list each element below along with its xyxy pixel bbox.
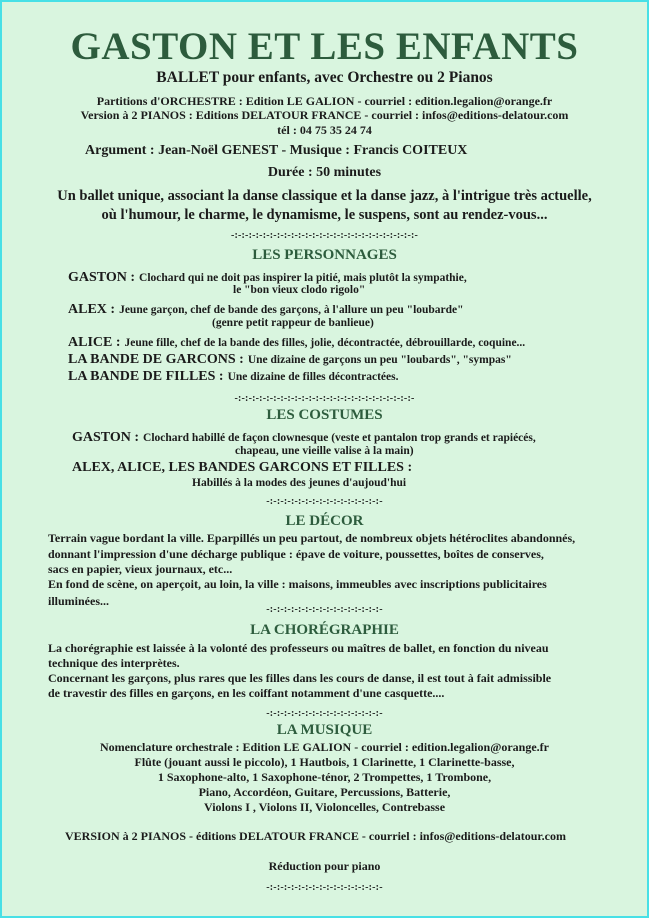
personnage-desc: Clochard qui ne doit pas inspirer la pitié, mais plutôt la sympathie,: [139, 272, 467, 284]
personnage-name: LA BANDE DE FILLES :: [68, 369, 224, 384]
page-title: GASTON ET LES ENFANTS: [70, 25, 579, 68]
decor-line: Terrain vague bordant la ville. Eparpillés un peu partout, de nombreux objets hétéroclites abandonnés,: [48, 531, 576, 545]
choregraphie-line: technique des interprètes.: [48, 656, 180, 670]
separator: -:-:-:-:-:-:-:-:-:-:-:-:-:-:-:-:-:-:-:-:-:-:-:-:-:-: [234, 393, 415, 404]
personnage-desc: le "bon vieux clodo rigolo": [233, 284, 366, 296]
personnage-garcons: [68, 350, 512, 368]
personnage-desc: Une dizaine de garçons un peu "loubards", "sympas": [247, 354, 512, 366]
choregraphie-line: La chorégraphie est laissée à la volonté des professeurs ou maîtres de ballet, en fonction du niveau: [48, 641, 549, 655]
intro-line-1: Un ballet unique, associant la danse classique et la danse jazz, à l'intrigue très actuelle,: [57, 188, 592, 204]
choregraphie-line: Concernant les garçons, plus rares que les filles dans les cours de danse, il est tout à fait admissible: [48, 671, 552, 685]
costume-name: GASTON :: [72, 430, 140, 445]
personnage-desc: Jeune garçon, chef de bande des garçons, à l'allure un peu "loubarde": [119, 304, 464, 316]
costume-desc: chapeau, une vieille valise à la main): [235, 445, 414, 457]
musique-line: Violons I , Violons II, Violoncelles, Contrebasse: [203, 800, 446, 814]
personnage-desc: Jeune fille, chef de la bande des filles, jolie, décontractée, débrouillarde, coquine...: [124, 337, 526, 349]
costume-gaston: [72, 428, 536, 446]
decor-line: sacs en papier, vieux journaux, etc...: [48, 562, 233, 576]
personnage-name: ALICE :: [68, 335, 121, 350]
separator: -:-:-:-:-:-:-:-:-:-:-:-:-:-:-:-:-: [266, 882, 383, 893]
separator: -:-:-:-:-:-:-:-:-:-:-:-:-:-:-:-:-: [266, 708, 383, 719]
personnage-desc: (genre petit rappeur de banlieue): [212, 317, 374, 329]
personnage-name: ALEX :: [68, 302, 116, 317]
separator: -:-:-:-:-:-:-:-:-:-:-:-:-:-:-:-:-:-:-:-:-:-:-:-:-:-:-: [230, 230, 419, 241]
personnage-desc: Une dizaine de filles décontractées.: [227, 371, 399, 383]
page-subtitle: BALLET pour enfants, avec Orchestre ou 2 Pianos: [156, 69, 493, 86]
musique-line: Nomenclature orchestrale : Edition LE GALION - courriel : edition.legalion@orange.fr: [100, 740, 549, 754]
personnage-alice: [68, 333, 525, 351]
musique-line: Flûte (jouant aussi le piccolo), 1 Hautbois, 1 Clarinette, 1 Clarinette-basse,: [134, 755, 515, 769]
duree-line: Durée : 50 minutes: [267, 165, 382, 180]
personnage-name: LA BANDE DE GARCONS :: [68, 352, 244, 367]
decor-line: illuminées...: [48, 594, 110, 608]
costume-desc: Clochard habillé de façon clownesque (veste et pantalon trop grands et rapiécés,: [143, 432, 536, 444]
decor-heading: LE DÉCOR: [285, 513, 364, 529]
musique-line: Piano, Accordéon, Guitare, Percussions, Batterie,: [198, 785, 451, 799]
musique-line: 1 Saxophone-alto, 1 Saxophone-ténor, 2 Trompettes, 1 Trombone,: [157, 770, 492, 784]
separator: -:-:-:-:-:-:-:-:-:-:-:-:-:-:-:-:-: [266, 604, 383, 615]
partitions-phone: tél : 04 75 35 24 74: [277, 123, 372, 137]
partitions-orchestre: Partitions d'ORCHESTRE : Edition LE GALION - courriel : edition.legalion@orange.fr: [96, 94, 553, 108]
personnage-alex: [68, 300, 464, 318]
musique-heading: LA MUSIQUE: [276, 722, 373, 738]
choregraphie-line: de travestir des filles en garçons, en les coiffant notamment d'une casquette....: [48, 686, 445, 700]
musique-reduction: Réduction pour piano: [268, 859, 381, 873]
costume-group-name: ALEX, ALICE, LES BANDES GARCONS ET FILLES :: [72, 460, 413, 475]
intro-line-2: où l'humour, le charme, le dynamisme, le suspens, sont au rendez-vous...: [101, 207, 548, 223]
decor-line: donnant l'impression d'une décharge publique : épave de voiture, poussettes, boîtes de conserves,: [48, 547, 544, 561]
partitions-pianos: Version à 2 PIANOS : Editions DELATOUR FRANCE - courriel : infos@editions-delatour.com: [80, 108, 569, 122]
argument-line: Argument : Jean-Noël GENEST - Musique : Francis COITEUX: [85, 143, 468, 158]
separator: -:-:-:-:-:-:-:-:-:-:-:-:-:-:-:-:-: [266, 496, 383, 507]
decor-line: En fond de scène, on aperçoit, au loin, la ville : maisons, immeubles avec inscriptions publicitaires: [48, 577, 547, 591]
costume-group-desc: Habillés à la modes des jeunes d'aujoud'hui: [192, 477, 407, 489]
choregraphie-heading: LA CHORÉGRAPHIE: [250, 622, 399, 638]
musique-version: VERSION à 2 PIANOS - éditions DELATOUR FRANCE - courriel : infos@editions-delatour.com: [65, 829, 566, 843]
personnage-filles: [68, 367, 398, 385]
personnage-name: GASTON :: [68, 270, 136, 285]
personnages-heading: LES PERSONNAGES: [252, 247, 397, 263]
costumes-heading: LES COSTUMES: [266, 407, 383, 423]
